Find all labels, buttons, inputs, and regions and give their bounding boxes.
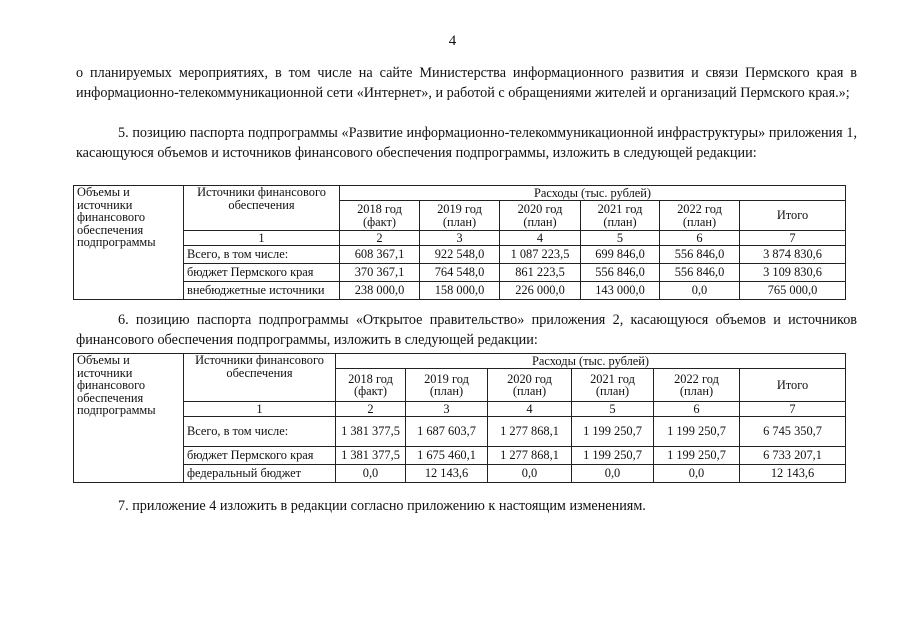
table-cell: 0,0 (488, 465, 572, 483)
table-cell: 143 000,0 (581, 282, 660, 300)
column-number: 6 (654, 402, 740, 417)
column-number: 3 (406, 402, 488, 417)
paragraph-item-7: 7. приложение 4 изложить в редакции согласно приложению к настоящим изменениям. (118, 498, 646, 514)
row-label: Всего, в том числе: (184, 246, 340, 264)
column-number-row (74, 402, 846, 417)
paragraph-item-6: 6. позицию паспорта подпрограммы «Открытое правительство» приложения 2, касающуюся объемов и источников финансового обеспечения подпрограммы, изложить в следующей редакции: (76, 312, 857, 348)
table-cell: 699 846,0 (581, 246, 660, 264)
table-cell: 226 000,0 (500, 282, 581, 300)
column-number-row (74, 231, 846, 246)
table-cell: 861 223,5 (500, 264, 581, 282)
table-cell: 3 109 830,6 (740, 264, 846, 282)
column-number: 2 (340, 231, 420, 246)
total-header-cell: Итого (740, 201, 846, 231)
table-cell: 238 000,0 (340, 282, 420, 300)
table-cell: 1 687 603,7 (406, 417, 488, 447)
table-cell: 0,0 (654, 465, 740, 483)
table-cell: 1 277 868,1 (488, 447, 572, 465)
paragraph-item-5: 5. позицию паспорта подпрограммы «Развитие информационно-телекоммуникационной инфраструктуры» приложения 1, касающуюся объемов и источников финансового обеспечения подпрограммы, изложить в следующей редакции: (76, 125, 857, 161)
expenses-header-cell: Расходы (тыс. рублей) (340, 186, 846, 201)
row-label: бюджет Пермского края (184, 264, 340, 282)
year-header-2018: 2018 год (факт) (340, 201, 420, 231)
paragraph-continuation: о планируемых мероприятиях, в том числе на сайте Министерства информационного развития и связи Пермского края в информационно-телекоммуникационной сети «Интернет», и работой с обращениями жителей и организаций Пермского края.»; (76, 65, 857, 101)
column-number: 7 (740, 402, 846, 417)
volume-header-cell: Объемы и источники финансового обеспечения подпрограммы (74, 186, 184, 300)
page-number: 4 (448, 33, 457, 49)
column-number: 3 (420, 231, 500, 246)
table-row (74, 264, 846, 282)
year-header-2020: 2020 год (план) (488, 369, 572, 402)
table-cell: 1 199 250,7 (654, 417, 740, 447)
table-cell: 1 199 250,7 (654, 447, 740, 465)
table-cell: 0,0 (572, 465, 654, 483)
year-header-2021: 2021 год (план) (572, 369, 654, 402)
table-cell: 12 143,6 (740, 465, 846, 483)
table-cell: 370 367,1 (340, 264, 420, 282)
table-cell: 12 143,6 (406, 465, 488, 483)
table-cell: 1 199 250,7 (572, 447, 654, 465)
year-header-2022: 2022 год (план) (654, 369, 740, 402)
table-cell: 764 548,0 (420, 264, 500, 282)
row-label: внебюджетные источники (184, 282, 340, 300)
column-number: 4 (488, 402, 572, 417)
table-cell: 765 000,0 (740, 282, 846, 300)
row-label: Всего, в том числе: (184, 417, 336, 447)
column-number: 1 (184, 402, 336, 417)
column-number: 5 (572, 402, 654, 417)
year-header-2019: 2019 год (план) (406, 369, 488, 402)
table-cell: 6 745 350,7 (740, 417, 846, 447)
table-cell: 1 087 223,5 (500, 246, 581, 264)
table-cell: 3 874 830,6 (740, 246, 846, 264)
table-row (74, 246, 846, 264)
table-cell: 556 846,0 (660, 264, 740, 282)
year-header-2020: 2020 год (план) (500, 201, 581, 231)
table-cell: 556 846,0 (660, 246, 740, 264)
column-number: 1 (184, 231, 340, 246)
sources-header-cell: Источники финансового обеспечения (184, 354, 336, 402)
financing-table-2 (73, 353, 846, 483)
column-number: 6 (660, 231, 740, 246)
table-cell: 0,0 (660, 282, 740, 300)
table-row (74, 465, 846, 483)
table-row (74, 447, 846, 465)
column-number: 2 (336, 402, 406, 417)
column-number: 4 (500, 231, 581, 246)
table-cell: 1 381 377,5 (336, 417, 406, 447)
table-cell: 608 367,1 (340, 246, 420, 264)
year-header-2021: 2021 год (план) (581, 201, 660, 231)
expenses-header-cell: Расходы (тыс. рублей) (336, 354, 846, 369)
total-header-cell: Итого (740, 369, 846, 402)
row-label: федеральный бюджет (184, 465, 336, 483)
sources-header-cell: Источники финансового обеспечения (184, 186, 340, 231)
table-row (74, 417, 846, 447)
year-header-2018: 2018 год (факт) (336, 369, 406, 402)
table-cell: 1 199 250,7 (572, 417, 654, 447)
table-cell: 1 381 377,5 (336, 447, 406, 465)
table-cell: 556 846,0 (581, 264, 660, 282)
row-label: бюджет Пермского края (184, 447, 336, 465)
volume-header-cell: Объемы и источники финансового обеспечения подпрограммы (74, 354, 184, 483)
table-cell: 1 675 460,1 (406, 447, 488, 465)
financing-table-1 (73, 185, 846, 300)
year-header-2019: 2019 год (план) (420, 201, 500, 231)
table-cell: 6 733 207,1 (740, 447, 846, 465)
column-number: 5 (581, 231, 660, 246)
column-number: 7 (740, 231, 846, 246)
table-cell: 0,0 (336, 465, 406, 483)
table-cell: 922 548,0 (420, 246, 500, 264)
table-row (74, 282, 846, 300)
year-header-2022: 2022 год (план) (660, 201, 740, 231)
table-cell: 158 000,0 (420, 282, 500, 300)
table-cell: 1 277 868,1 (488, 417, 572, 447)
